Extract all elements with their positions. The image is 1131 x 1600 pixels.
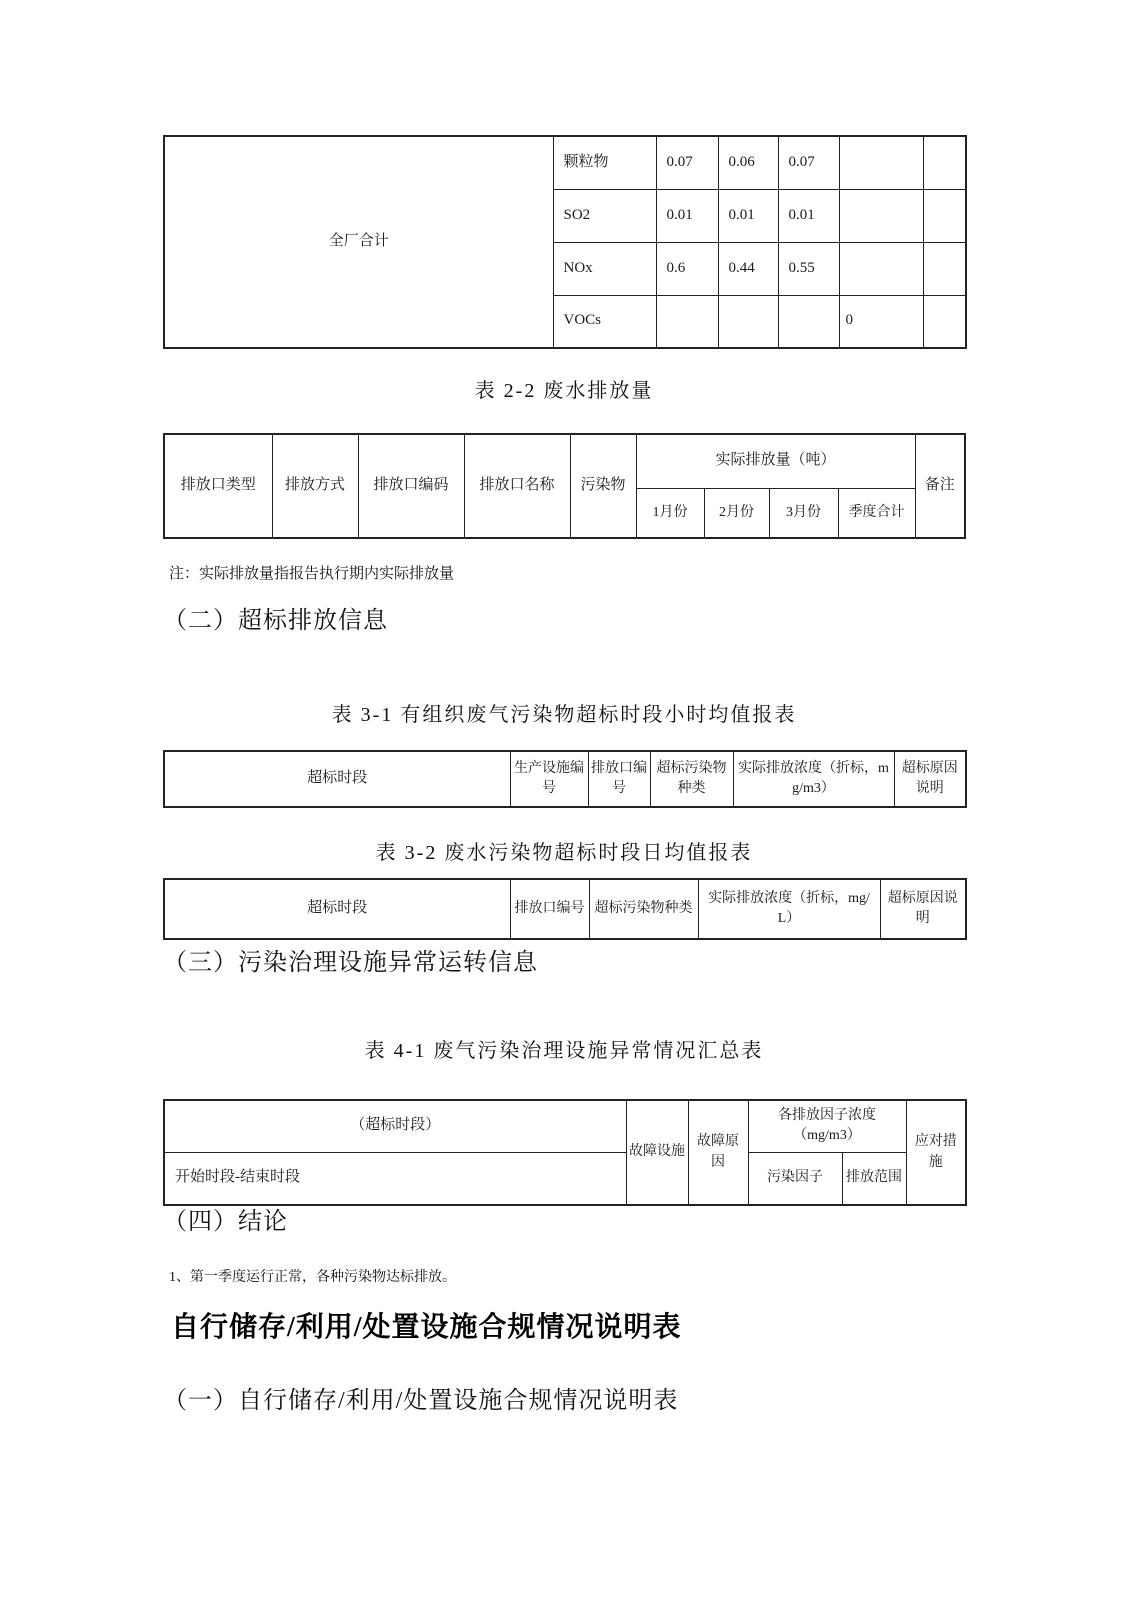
chapter-heading: 自行储存/利用/处置设施合规情况说明表 (171, 1312, 682, 1343)
pollutant-cell: VOCs (553, 295, 656, 348)
section-heading-3: （三）污染治理设施异常运转信息 (163, 950, 538, 976)
value-cell: 0.07 (778, 136, 839, 189)
table-subheader-row (164, 1152, 966, 1205)
table-row (164, 136, 966, 189)
value-cell (839, 189, 923, 242)
header-cell: 超标原因说明 (880, 879, 966, 939)
value-cell: 0 (839, 295, 923, 348)
table-2-2-caption: 表 2-2 废水排放量 (474, 380, 654, 402)
value-cell: 0.01 (778, 189, 839, 242)
header-cell: 开始时段-结束时段 (164, 1152, 626, 1205)
section-heading-1: （一）自行储存/利用/处置设施合规情况说明表 (163, 1388, 679, 1414)
table-header-row (164, 434, 965, 488)
header-cell: 排放口类型 (164, 434, 272, 538)
group-header-cell: 实际排放量（吨） (636, 434, 915, 488)
header-cell: 排放口编号 (588, 751, 650, 807)
value-cell: 0.55 (778, 242, 839, 295)
header-cell: 生产设施编号 (510, 751, 588, 807)
table-note: 注：实际排放量指报告执行期内实际排放量 (169, 566, 455, 582)
wastewater-discharge-table (163, 433, 966, 539)
merged-total-cell: 全厂合计 (164, 136, 553, 348)
sub-header-cell: 季度合计 (838, 488, 915, 538)
pollutant-cell: SO2 (553, 189, 656, 242)
sub-header-cell: 1月份 (636, 488, 704, 538)
table-header-row (164, 879, 966, 939)
table-4-1-caption: 表 4-1 废气污染治理设施异常情况汇总表 (364, 1040, 764, 1062)
group-header-line2: （mg/m3） (793, 1128, 861, 1144)
value-cell (778, 295, 839, 348)
remark-cell (923, 136, 966, 189)
header-cell: 超标污染物种类 (650, 751, 733, 807)
value-cell: 0.01 (656, 189, 718, 242)
header-cell: 故障设施 (626, 1100, 688, 1205)
section-heading-2: （二）超标排放信息 (163, 608, 388, 634)
value-cell (839, 136, 923, 189)
header-cell: 实际排放浓度（折标，mg/L） (698, 879, 880, 939)
value-cell: 0.06 (718, 136, 778, 189)
header-cell: （超标时段） (164, 1100, 626, 1152)
water-exceedance-table (163, 878, 967, 940)
remark-cell (923, 242, 966, 295)
remark-cell (923, 189, 966, 242)
table-3-2-caption: 表 3-2 废水污染物超标时段日均值报表 (375, 842, 753, 864)
remark-header-cell: 备注 (915, 434, 965, 538)
header-cell: 故障原因 (688, 1100, 748, 1205)
value-cell: 0.6 (656, 242, 718, 295)
value-cell: 0.07 (656, 136, 718, 189)
table-header-row (164, 751, 966, 807)
header-cell: 超标污染物种类 (589, 879, 698, 939)
group-header-line1: 各排放因子浓度 (778, 1107, 876, 1123)
table-3-1-caption: 表 3-1 有组织废气污染物超标时段小时均值报表 (331, 704, 797, 726)
value-cell (718, 295, 778, 348)
sub-header-cell: 排放范围 (842, 1152, 906, 1205)
header-cell: 排放口名称 (464, 434, 570, 538)
gas-exceedance-table (163, 750, 967, 808)
header-cell: 排放方式 (272, 434, 358, 538)
header-cell: 超标时段 (164, 751, 510, 807)
header-cell: 超标时段 (164, 879, 510, 939)
value-cell (656, 295, 718, 348)
remark-cell (923, 295, 966, 348)
header-cell: 污染物 (570, 434, 636, 538)
sub-header-cell: 污染因子 (748, 1152, 842, 1205)
section-heading-4: （四）结论 (163, 1209, 288, 1235)
header-cell: 超标原因说明 (894, 751, 966, 807)
conclusion-item: 1、第一季度运行正常，各种污染物达标排放。 (169, 1270, 456, 1285)
value-cell: 0.44 (718, 242, 778, 295)
header-cell: 排放口编号 (510, 879, 589, 939)
value-cell: 0.01 (718, 189, 778, 242)
group-header-cell (748, 1100, 906, 1152)
header-cell: 应对措施 (906, 1100, 966, 1205)
factory-total-table (163, 135, 967, 349)
treatment-facility-abnormal-table (163, 1099, 967, 1206)
header-cell: 实际排放浓度（折标，mg/m3） (733, 751, 894, 807)
header-cell: 排放口编码 (358, 434, 464, 538)
pollutant-cell: NOx (553, 242, 656, 295)
value-cell (839, 242, 923, 295)
sub-header-cell: 3月份 (769, 488, 838, 538)
table-header-row (164, 1100, 966, 1152)
pollutant-cell: 颗粒物 (553, 136, 656, 189)
sub-header-cell: 2月份 (704, 488, 769, 538)
